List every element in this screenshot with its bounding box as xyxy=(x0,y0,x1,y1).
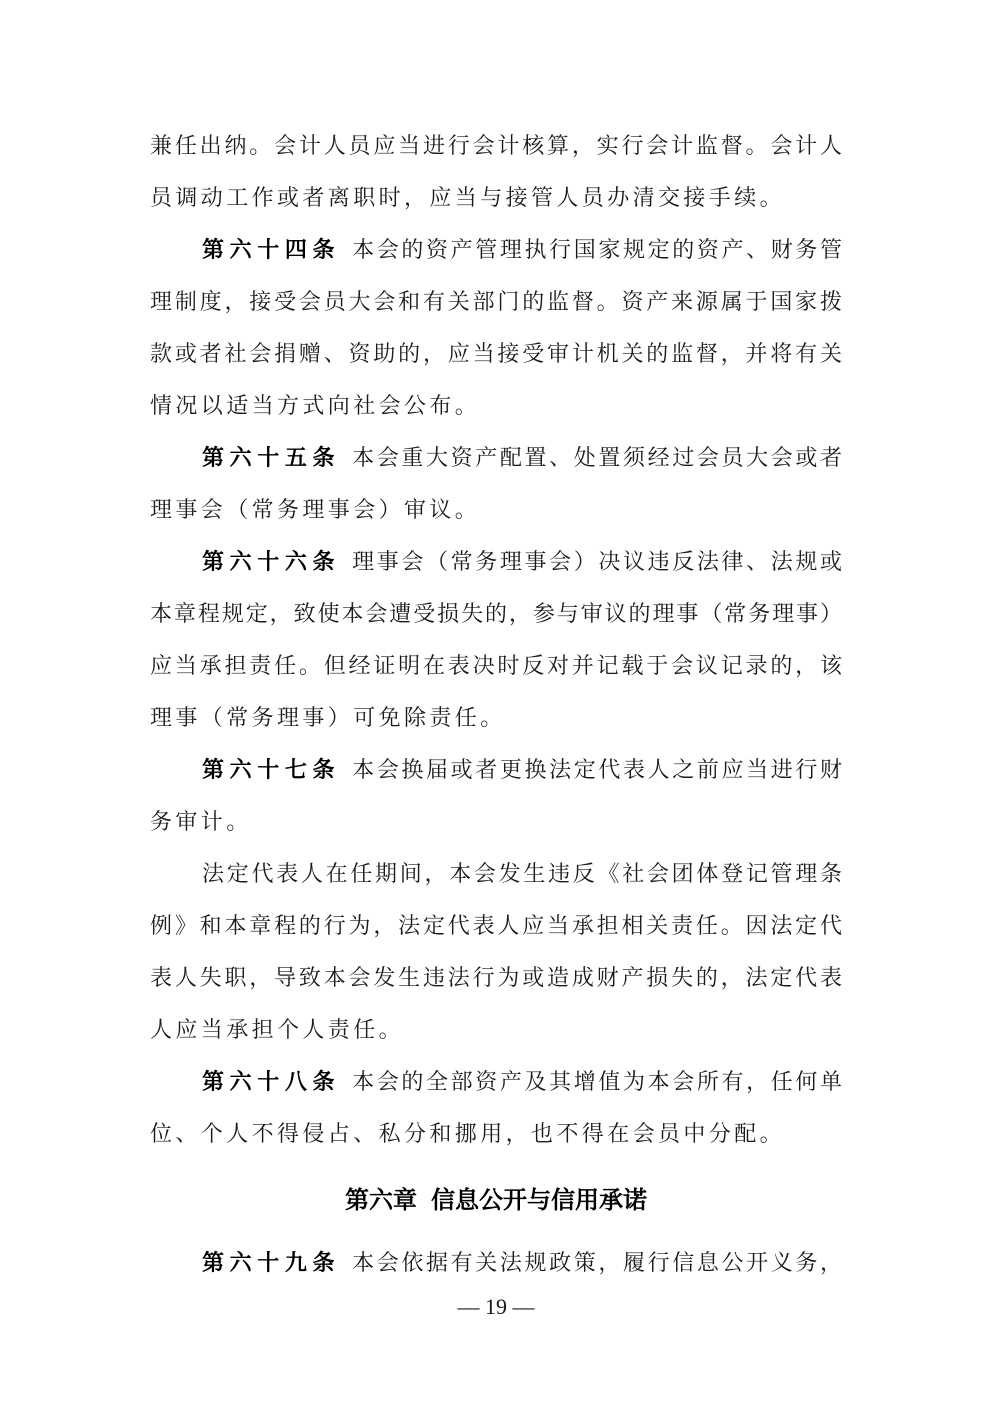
paragraph-line: 务审计。 xyxy=(150,810,252,835)
paragraph-line: 情况以适当方式向社会公布。 xyxy=(150,394,481,419)
paragraph-line: 本章程规定，致使本会遭受损失的，参与审议的理事（常务理事） xyxy=(150,602,842,627)
chapter-heading xyxy=(0,1180,992,1220)
article-text: 本会的全部资产及其增值为本会所有，任何单 xyxy=(352,1070,842,1095)
article-text: 本会重大资产配置、处置须经过会员大会或者 xyxy=(352,446,842,471)
paragraph-line: 员调动工作或者离职时，应当与接管人员办清交接手续。 xyxy=(150,186,786,211)
paragraph-line: 理事（常务理事）可免除责任。 xyxy=(150,706,506,731)
article-text: 本会依据有关法规政策，履行信息公开义务， xyxy=(352,1251,842,1276)
article-66 xyxy=(202,543,842,583)
paragraph-line: 应当承担责任。但经证明在表决时反对并记载于会议记录的，该 xyxy=(150,654,842,679)
chapter-number: 第六章 xyxy=(345,1186,417,1214)
article-label: 第六十七条 xyxy=(202,758,341,783)
article-65 xyxy=(202,439,842,479)
paragraph-line: 表人失职，导致本会发生违法行为或造成财产损失的，法定代表 xyxy=(150,966,842,991)
article-69 xyxy=(202,1244,842,1284)
article-text: 本会换届或者更换法定代表人之前应当进行财 xyxy=(352,758,842,783)
paragraph-line: 位、个人不得侵占、私分和挪用，也不得在会员中分配。 xyxy=(150,1122,786,1147)
paragraph-line: 理制度，接受会员大会和有关部门的监督。资产来源属于国家拨 xyxy=(150,290,842,315)
article-label: 第六十六条 xyxy=(202,550,341,575)
article-label: 第六十四条 xyxy=(202,238,341,263)
article-68 xyxy=(202,1063,842,1103)
page-number: — 19 — xyxy=(457,1294,535,1319)
article-label: 第六十九条 xyxy=(202,1251,341,1276)
article-67 xyxy=(202,751,842,791)
article-67-paragraph-2: 法定代表人在任期间，本会发生违反《社会团体登记管理条 xyxy=(202,862,842,887)
article-text: 理事会（常务理事会）决议违反法律、法规或 xyxy=(352,550,842,575)
article-text: 本会的资产管理执行国家规定的资产、财务管 xyxy=(352,238,842,263)
paragraph-line: 例》和本章程的行为，法定代表人应当承担相关责任。因法定代 xyxy=(150,914,842,939)
paragraph-line: 兼任出纳。会计人员应当进行会计核算，实行会计监督。会计人 xyxy=(150,134,842,159)
article-64 xyxy=(202,231,842,271)
article-label: 第六十五条 xyxy=(202,446,341,471)
article-label: 第六十八条 xyxy=(202,1070,341,1095)
paragraph-line: 款或者社会捐赠、资助的，应当接受审计机关的监督，并将有关 xyxy=(150,342,842,367)
chapter-title: 信息公开与信用承诺 xyxy=(431,1186,647,1214)
paragraph-line: 人应当承担个人责任。 xyxy=(150,1018,405,1043)
paragraph-line: 理事会（常务理事会）审议。 xyxy=(150,498,481,523)
